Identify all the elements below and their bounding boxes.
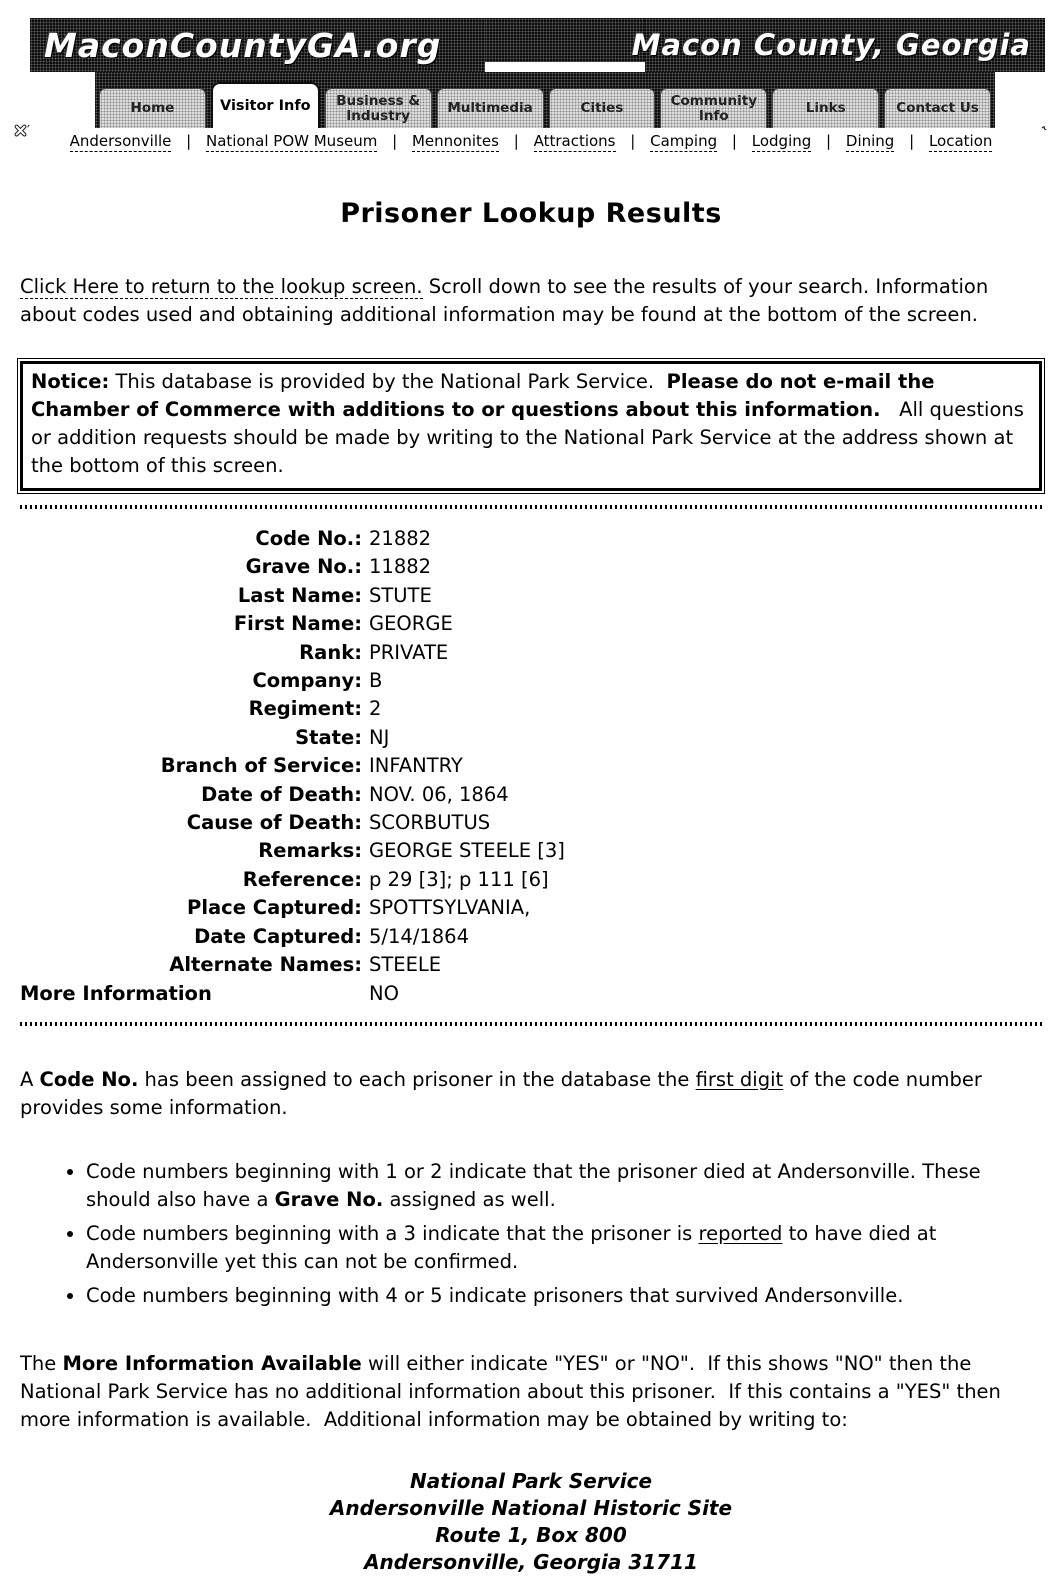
- subnav-separator: |: [186, 132, 192, 150]
- record-field-value: B: [369, 669, 383, 693]
- record-row: [20, 667, 1042, 695]
- notice-text-1: This database is provided by the National Park Service.: [109, 370, 667, 393]
- record-row: [20, 980, 1042, 1008]
- subnav-separator: |: [513, 132, 519, 150]
- record-field-label: Cause of Death:: [186, 811, 362, 835]
- more-info-text-post: will either indicate "YES" or "NO". If this shows "NO" then the National Park Service has no additional information about this prisoner. If this contains a "YES" then more information is available. Additional information may be obtained by writing to:: [20, 1351, 1008, 1431]
- record-field-label: Place Captured:: [187, 896, 362, 920]
- subnav-separator: |: [392, 132, 398, 150]
- subnav-link[interactable]: National POW Museum: [206, 132, 378, 150]
- notice-bold-text: Please do not e-mail the Chamber of Commerce with additions to or questions about this information.: [31, 370, 942, 421]
- nav-tab-label: Cities: [580, 100, 624, 116]
- bullet-reported: [86, 1220, 1042, 1276]
- nav-tab[interactable]: [660, 88, 767, 128]
- record-field-label: State:: [295, 725, 362, 749]
- record-field-value: GEORGE: [369, 612, 453, 636]
- record-field-label: Last Name:: [237, 583, 362, 607]
- record-field-value: INFANTRY: [369, 754, 463, 778]
- subnav-link[interactable]: Mennonites: [411, 132, 499, 150]
- record-field-label: Date of Death:: [201, 782, 362, 806]
- nav-tab-label: Home: [130, 100, 175, 116]
- nav-tab-label: Contact Us: [896, 100, 979, 116]
- nps-address: [20, 1468, 1042, 1576]
- record-field-value: SCORBUTUS: [369, 811, 491, 835]
- notice-text-2: All questions or addition requests should be made by writing to the National Park Service at the address shown at the bottom of this screen.: [31, 398, 1031, 477]
- record-field-value: 11882: [369, 555, 432, 579]
- record-field-value: 21882: [369, 527, 432, 550]
- bullet-reported-text-post: to have died at Andersonville yet this can not be confirmed.: [86, 1221, 943, 1273]
- bullet-died-text-post: assigned as well.: [383, 1187, 556, 1211]
- scan-artifact-left: 🯀′: [14, 124, 30, 139]
- first-digit-underline: first digit: [695, 1067, 784, 1091]
- subnav-separator: |: [731, 132, 737, 150]
- address-line-2: Andersonville National Historic Site: [329, 1495, 733, 1520]
- record-row: [20, 837, 1042, 865]
- code-info-paragraph: [20, 1066, 1042, 1122]
- subnav-item: [846, 132, 929, 150]
- nav-tab[interactable]: [325, 88, 432, 128]
- dotted-divider-top: [20, 505, 1042, 509]
- subnav-item: [650, 132, 752, 150]
- record-row: [20, 695, 1042, 723]
- banner-spacer: [485, 18, 645, 62]
- nav-tab-label: Multimedia: [447, 100, 533, 116]
- record-row: [20, 894, 1042, 922]
- site-header: [0, 18, 1062, 156]
- record-field-label: First Name:: [233, 612, 362, 636]
- record-field-label: Reference:: [242, 867, 362, 891]
- prisoner-record: [20, 525, 1042, 1008]
- subnav-item: [929, 132, 992, 152]
- subnav-link[interactable]: Dining: [845, 132, 895, 150]
- code-info-text-mid: has been assigned to each prisoner in the database the: [138, 1067, 696, 1091]
- subnav-link[interactable]: Lodging: [751, 132, 812, 150]
- record-field-value: 5/14/1864: [369, 924, 469, 948]
- subnav-item: [752, 132, 846, 150]
- scan-artifact-right: ˞: [1041, 122, 1046, 137]
- bullet-reported-text: Code numbers beginning with a 3 indicate that the prisoner is: [86, 1221, 699, 1245]
- record-row: [20, 525, 1042, 553]
- more-info-paragraph: [20, 1350, 1042, 1434]
- record-row: [20, 866, 1042, 894]
- nav-tab[interactable]: [549, 88, 656, 128]
- grave-no-bold: Grave No.: [274, 1187, 384, 1211]
- record-field-label: Date Captured:: [194, 924, 362, 948]
- more-info-bold: More Information Available: [62, 1351, 362, 1375]
- main-nav: [95, 72, 995, 128]
- subnav-link[interactable]: Attractions: [533, 132, 616, 150]
- nav-tab-label: Links: [805, 100, 846, 116]
- notice-label: Notice:: [31, 370, 110, 393]
- reported-underline: reported: [698, 1221, 783, 1245]
- record-field-value: NOV. 06, 1864: [369, 782, 509, 806]
- code-no-bold: Code No.: [39, 1067, 139, 1091]
- record-field-value: PRIVATE: [369, 640, 449, 664]
- bullet-died-text: Code numbers beginning with 1 or 2 indicate that the prisoner died at Andersonville. These should also have a: [86, 1159, 987, 1211]
- nav-tab-label: Community Info: [670, 92, 758, 124]
- record-field-value: GEORGE STEELE [3]: [369, 839, 565, 863]
- record-field-value: NO: [369, 981, 399, 1005]
- record-row: [20, 553, 1042, 581]
- record-row: [20, 582, 1042, 610]
- record-row: [20, 781, 1042, 809]
- subnav-separator: |: [909, 132, 915, 150]
- subnav-link[interactable]: Location: [928, 132, 993, 150]
- record-field-value: NJ: [369, 725, 390, 749]
- nav-tab[interactable]: [211, 82, 320, 128]
- record-field-value: p 29 [3]; p 111 [6]: [369, 867, 549, 891]
- record-row: [20, 923, 1042, 951]
- intro-paragraph: [20, 273, 1042, 329]
- nav-tab-label: Visitor Info: [220, 97, 311, 114]
- code-bullet-list: [20, 1158, 1042, 1310]
- nav-tab[interactable]: [884, 88, 991, 128]
- record-field-value: 2: [369, 697, 382, 721]
- notice-box: [20, 361, 1042, 491]
- code-info-text: A: [20, 1067, 40, 1091]
- address-line-4: Andersonville, Georgia 31711: [364, 1549, 698, 1574]
- record-row: [20, 639, 1042, 667]
- dotted-divider-bottom: [20, 1022, 1042, 1026]
- site-logo-block: [30, 18, 485, 72]
- sub-nav: [14, 122, 1046, 156]
- record-field-value: SPOTTSYLVANIA,: [369, 896, 531, 920]
- page-title: Prisoner Lookup Results: [340, 198, 722, 229]
- subnav-item: [534, 132, 651, 150]
- subnav-link[interactable]: Camping: [650, 132, 718, 150]
- record-field-label: Alternate Names:: [169, 953, 362, 977]
- record-field-label: Remarks:: [258, 839, 362, 863]
- subnav-separator: |: [826, 132, 832, 150]
- nav-tab[interactable]: [437, 88, 544, 128]
- record-field-label: Code No.:: [255, 527, 362, 550]
- bullet-survived: [86, 1282, 1042, 1310]
- record-field-value: STUTE: [369, 583, 432, 607]
- main-content: [0, 198, 1062, 1576]
- record-row: [20, 752, 1042, 780]
- bullet-survived-text: Code numbers beginning with 4 or 5 indicate prisoners that survived Andersonville.: [86, 1283, 904, 1307]
- record-row: [20, 809, 1042, 837]
- record-field-label: Regiment:: [248, 697, 362, 721]
- nav-tab[interactable]: [99, 88, 206, 128]
- record-field-label: More Information: [20, 981, 212, 1005]
- code-info-text-post: of the code number provides some information.: [20, 1067, 989, 1119]
- more-info-text: The: [20, 1351, 63, 1375]
- record-field-label: Grave No.:: [245, 555, 362, 579]
- record-row: [20, 610, 1042, 638]
- banner: [30, 18, 1045, 72]
- site-title-block: [631, 18, 1045, 72]
- intro-text: Scroll down to see the results of your search. Information about codes used and obtaining additional information may be found at the bottom of the screen.: [20, 275, 995, 326]
- nav-tab-label: Business & Industry: [336, 92, 421, 124]
- record-field-value: STEELE: [369, 953, 442, 977]
- record-row: [20, 951, 1042, 979]
- subnav-item: [412, 132, 534, 150]
- record-field-label: Branch of Service:: [160, 754, 362, 778]
- bullet-died: [86, 1158, 1042, 1214]
- subnav-separator: |: [630, 132, 636, 150]
- return-to-lookup-link[interactable]: Click Here to return to the lookup screen.: [20, 275, 423, 298]
- subnav-item: [70, 132, 206, 150]
- address-line-3: Route 1, Box 800: [435, 1522, 627, 1547]
- address-line-1: National Park Service: [409, 1468, 653, 1493]
- site-title: Macon County, Georgia: [631, 28, 1031, 62]
- record-field-label: Rank:: [299, 640, 362, 664]
- record-row: [20, 724, 1042, 752]
- site-logo: MaconCountyGA.org: [44, 25, 442, 65]
- record-field-label: Company:: [252, 669, 362, 693]
- subnav-link[interactable]: Andersonville: [69, 132, 172, 150]
- nav-tab[interactable]: [772, 88, 879, 128]
- subnav-item: [206, 132, 412, 150]
